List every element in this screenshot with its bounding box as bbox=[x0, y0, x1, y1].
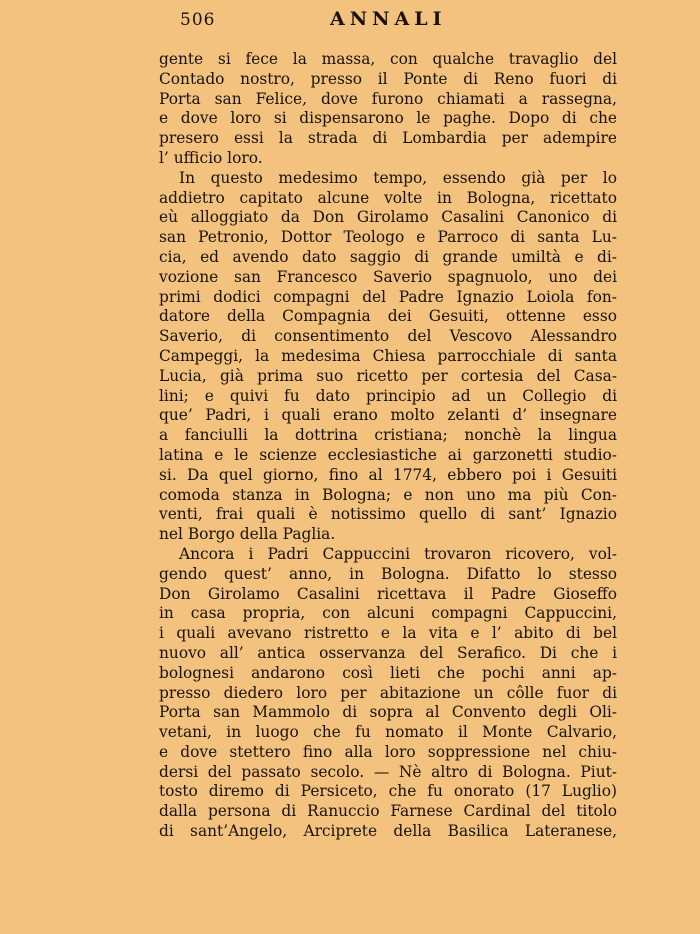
text-line: Lucia, già prima suo ricetto per cortesia del Casa- bbox=[159, 366, 617, 385]
page-number: 506 bbox=[180, 10, 216, 30]
running-head: ANNALI bbox=[330, 8, 447, 30]
text-line: e dove stettero fino alla loro soppressione nel chiu- bbox=[159, 742, 617, 761]
body-text bbox=[159, 50, 617, 842]
text-line: Don Girolamo Casalini ricettava il Padre Gioseffo bbox=[159, 584, 617, 603]
paragraph bbox=[159, 169, 617, 545]
text-line: tosto diremo di Persiceto, che fu onorato (17 Luglio) bbox=[159, 782, 617, 801]
text-line: dersi del passato secolo. — Nè altro di Bologna. Piut- bbox=[159, 762, 617, 781]
text-line: primi dodici compagni del Padre Ignazio Loiola fon- bbox=[159, 287, 617, 306]
text-line: dalla persona di Ranuccio Farnese Cardinal del titolo bbox=[159, 802, 617, 821]
text-line: cia, ed avendo dato saggio di grande umiltà e di- bbox=[159, 247, 617, 266]
paragraph bbox=[159, 545, 617, 842]
text-line: nel Borgo della Paglia. bbox=[159, 525, 336, 544]
text-line: datore della Compagnia dei Gesuiti, ottenne esso bbox=[159, 307, 617, 326]
text-line: Contado nostro, presso il Ponte di Reno fuori di bbox=[159, 69, 617, 88]
text-line: que’ Padri, i quali erano molto zelanti d’ insegnare bbox=[159, 406, 617, 425]
text-line: eù alloggiato da Don Girolamo Casalini Canonico di bbox=[159, 208, 617, 227]
paragraph bbox=[159, 50, 617, 169]
text-line: gendo quest’ anno, in Bologna. Difatto lo stesso bbox=[159, 564, 617, 583]
text-line: di sant’Angelo, Arciprete della Basilica Lateranese, bbox=[159, 822, 617, 841]
text-line: lini; e quivi fu dato principio ad un Collegio di bbox=[159, 386, 617, 405]
text-line: presero essi la strada di Lombardia per adempire bbox=[159, 129, 617, 148]
text-line: bolognesi andarono così lieti che pochi anni ap- bbox=[159, 663, 617, 682]
text-line: Campeggi, la medesima Chiesa parrocchiale di santa bbox=[159, 346, 617, 365]
text-line: si. Da quel giorno, fino al 1774, ebbero poi i Gesuiti bbox=[159, 465, 617, 484]
text-line: l’ ufficio loro. bbox=[159, 148, 263, 167]
text-line: addietro capitato alcune volte in Bologna, ricettato bbox=[159, 188, 617, 207]
text-line: Ancora i Padri Cappuccini trovaron ricovero, vol- bbox=[179, 544, 617, 563]
text-line: in casa propria, con alcuni compagni Cappuccini, bbox=[159, 604, 617, 623]
text-line: e dove loro si dispensarono le paghe. Dopo di che bbox=[159, 109, 617, 128]
text-line: venti, frai quali è notissimo quello di sant’ Ignazio bbox=[159, 505, 617, 524]
text-line: san Petronio, Dottor Teologo e Parroco di santa Lu- bbox=[159, 228, 617, 247]
text-line: gente si fece la massa, con qualche travaglio del bbox=[159, 50, 617, 68]
text-line: nuovo all’ antica osservanza del Serafico. Di che i bbox=[159, 643, 617, 662]
text-line: vozione san Francesco Saverio spagnuolo, uno dei bbox=[159, 267, 617, 286]
text-line: In questo medesimo tempo, essendo già per lo bbox=[179, 168, 617, 187]
text-line: a fanciulli la dottrina cristiana; nonchè la lingua bbox=[159, 426, 617, 445]
text-line: presso diedero loro per abitazione un côlle fuor di bbox=[159, 683, 617, 702]
text-line: Saverio, di consentimento del Vescovo Alessandro bbox=[159, 327, 617, 346]
text-line: Porta san Felice, dove furono chiamati a rassegna, bbox=[159, 89, 617, 108]
text-line: Porta san Mammolo di sopra al Convento degli Oli- bbox=[159, 703, 617, 722]
text-line: comoda stanza in Bologna; e non uno ma più Con- bbox=[159, 485, 617, 504]
text-line: latina e le scienze ecclesiastiche ai garzonetti studio- bbox=[159, 445, 617, 464]
text-line: vetani, in luogo che fu nomato il Monte Calvario, bbox=[159, 723, 617, 742]
text-line: i quali avevano ristretto e la vita e l’ abito di bel bbox=[159, 624, 617, 643]
